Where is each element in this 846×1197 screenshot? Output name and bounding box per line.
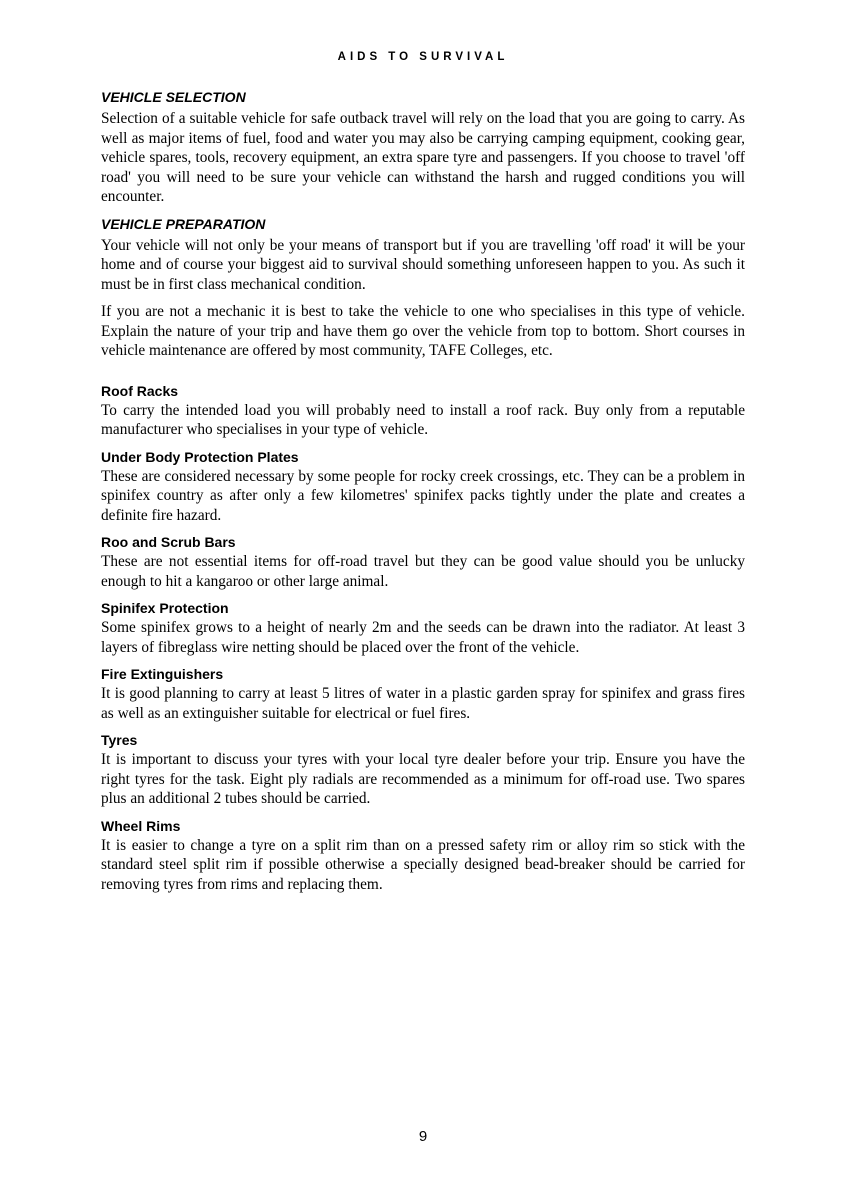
section-heading-vehicle-preparation: VEHICLE PREPARATION [101, 215, 266, 232]
paragraph-vehicle-preparation-2: If you are not a mechanic it is best to take the vehicle to one who specialises in this type of vehicle. Explain the nature of your trip and have them go over the vehicle from top to bottom. Short courses in vehicle maintenance are offered by most community, TAFE Colleges, etc. [101, 303, 745, 359]
paragraph-roo-scrub-bars: These are not essential items for off-road travel but they can be good value should you be unlucky enough to hit a kangaroo or other large animal. [101, 553, 745, 590]
paragraph-tyres: It is important to discuss your tyres with your local tyre dealer before your trip. Ensure you have the right tyres for the task. Eight ply radials are recommended as a minimum for off-road use. Two spares plus an additional 2 tubes should be carried. [101, 751, 745, 807]
subheading-under-body-protection: Under Body Protection Plates [101, 448, 299, 465]
paragraph-under-body-protection: These are considered necessary by some people for rocky creek crossings, etc. They can be a problem in spinifex country as after only a few kilometres' spinifex packs tightly under the plate and creates a definite fire hazard. [101, 467, 745, 524]
subheading-wheel-rims: Wheel Rims [101, 817, 181, 834]
page-content [101, 89, 745, 894]
running-header: AIDS TO SURVIVAL [337, 51, 509, 63]
paragraph-roof-racks: To carry the intended load you will probably need to install a roof rack. Buy only from a reputable manufacturer who specialises in your type of vehicle. [101, 401, 745, 438]
subheading-fire-extinguishers: Fire Extinguishers [101, 666, 224, 682]
subheading-tyres: Tyres [101, 732, 138, 748]
subheading-roo-scrub-bars: Roo and Scrub Bars [101, 534, 236, 550]
paragraph-vehicle-selection: Selection of a suitable vehicle for safe outback travel will rely on the load that you are going to carry. As well as major items of fuel, food and water you may also be carrying camping equipment, cooking gear, vehicle spares, tools, recovery equipment, an extra spare tyre and passengers. If you choose to travel 'off road' you will need to be sure your vehicle can withstand the harsh and rugged conditions you will encounter. [101, 110, 745, 205]
paragraph-wheel-rims: It is easier to change a tyre on a split rim than on a pressed safety rim or alloy rim so stick with the standard steel split rim if possible otherwise a specially designed bead-breaker should be carried for removing tyres from rims and replacing them. [101, 836, 745, 893]
section-heading-vehicle-selection: VEHICLE SELECTION [101, 89, 246, 105]
page-number: 9 [418, 1128, 428, 1145]
subheading-spinifex-protection: Spinifex Protection [101, 600, 229, 616]
subheading-roof-racks: Roof Racks [101, 382, 179, 399]
paragraph-vehicle-preparation-1: Your vehicle will not only be your means of transport but if you are travelling 'off road' it will be your home and of course your biggest aid to survival should something unforeseen happen to you. As such it must be in first class mechanical condition. [101, 236, 745, 293]
paragraph-spinifex-protection: Some spinifex grows to a height of nearly 2m and the seeds can be drawn into the radiator. At least 3 layers of fibreglass wire netting should be placed over the front of the vehicle. [101, 619, 745, 656]
paragraph-fire-extinguishers: It is good planning to carry at least 5 litres of water in a plastic garden spray for spinifex and grass fires as well as an extinguisher suitable for electrical or fuel fires. [101, 685, 745, 722]
